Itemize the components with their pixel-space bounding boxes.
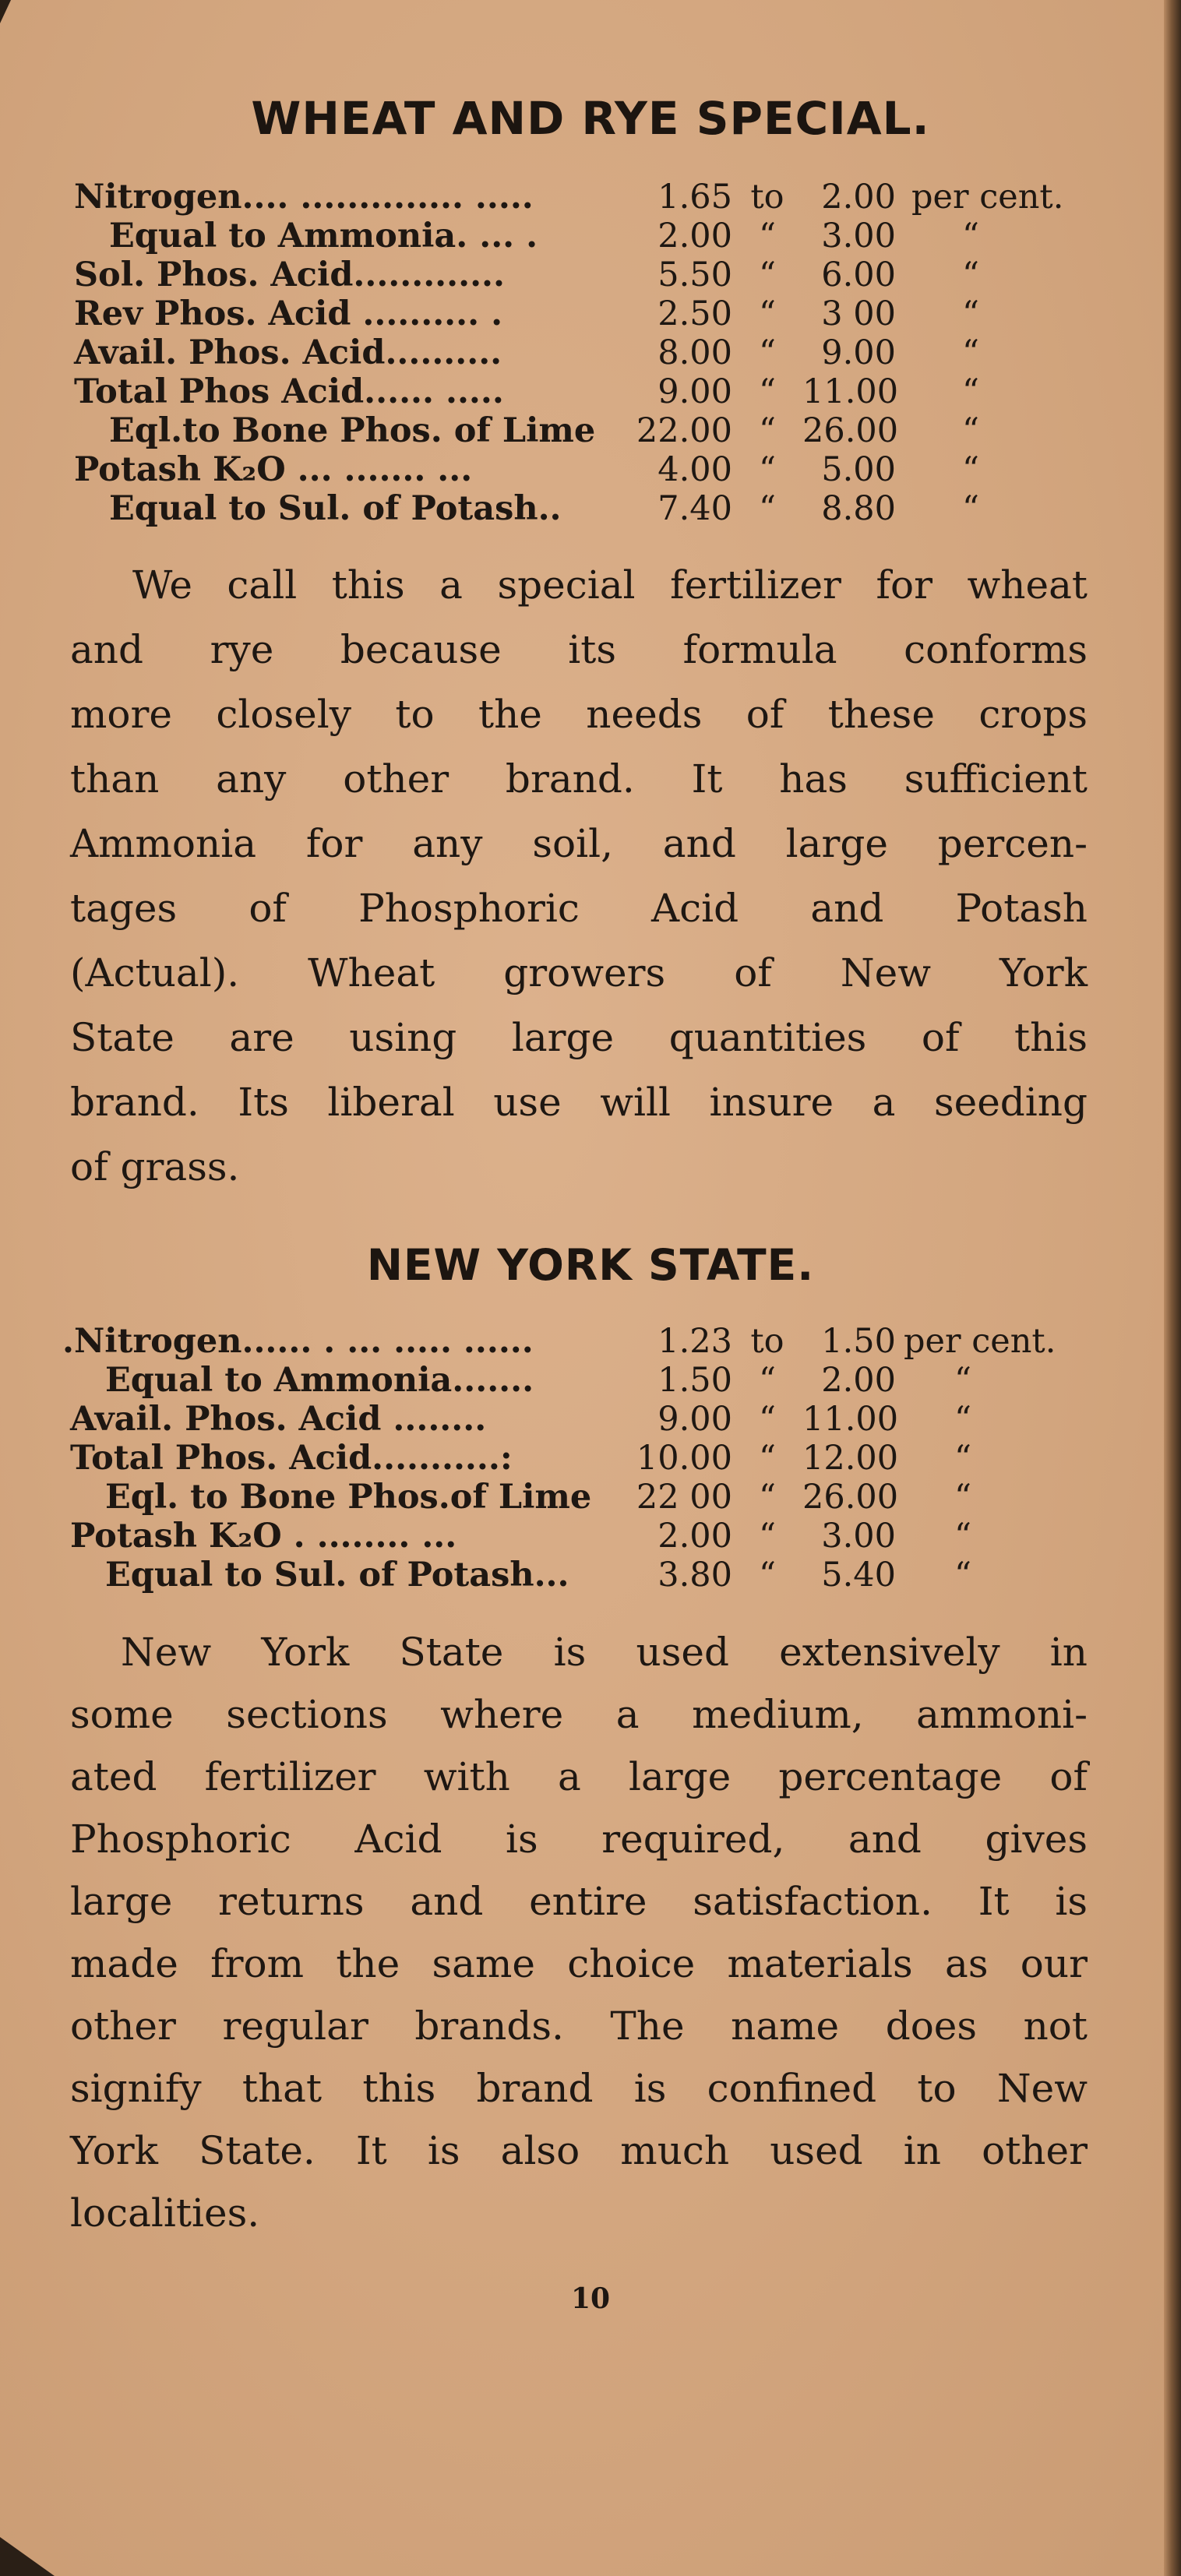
row-range-separator: to <box>750 1322 784 1361</box>
paragraph-line: We call this a special fertilizer for wheat <box>132 562 1088 608</box>
table-row <box>0 1400 1181 1439</box>
row-label: Avail. Phos. Acid ........ <box>70 1400 487 1439</box>
row-max-value: 26.00 <box>802 1478 899 1517</box>
table-row <box>0 178 1181 217</box>
table-row <box>0 372 1181 411</box>
row-unit: “ <box>962 411 979 450</box>
row-range-separator: “ <box>759 1439 776 1478</box>
row-label: Potash K₂O . ........ ... <box>70 1517 457 1556</box>
row-range-separator: “ <box>759 489 776 528</box>
page-corner-shadow <box>0 0 11 23</box>
table-row <box>0 1322 1181 1361</box>
row-min-value: 3.80 <box>657 1556 732 1595</box>
row-range-separator: “ <box>759 1361 776 1400</box>
row-unit: “ <box>962 450 979 489</box>
paragraph-line: large returns and entire satisfaction. It is <box>70 1879 1088 1924</box>
paragraph-line: (Actual). Wheat growers of New York <box>70 950 1088 996</box>
row-min-value: 1.65 <box>657 178 732 217</box>
row-label: Rev Phos. Acid .......... . <box>74 294 503 333</box>
row-label: Avail. Phos. Acid.......... <box>74 333 502 372</box>
row-unit: “ <box>962 294 979 333</box>
row-min-value: 4.00 <box>657 450 732 489</box>
row-min-value: 9.00 <box>657 1400 732 1439</box>
row-label: Nitrogen.... .............. ..... <box>74 178 534 217</box>
row-label: Equal to Ammonia. ... . <box>109 217 538 255</box>
paragraph-line: tages of Phosphoric Acid and Potash <box>70 886 1088 931</box>
row-max-value: 8.80 <box>821 489 896 528</box>
paragraph-line: signify that this brand is confined to New <box>70 2066 1088 2111</box>
row-min-value: 7.40 <box>657 489 732 528</box>
paragraph-line: other regular brands. The name does not <box>70 2003 1088 2049</box>
row-unit: “ <box>954 1400 971 1439</box>
row-max-value: 3 00 <box>821 294 896 333</box>
row-min-value: 1.50 <box>657 1361 732 1400</box>
row-unit: per cent. <box>904 1322 1056 1361</box>
paragraph-line: of grass. <box>70 1144 240 1189</box>
row-range-separator: “ <box>759 1478 776 1517</box>
row-range-separator: “ <box>759 294 776 333</box>
paragraph-line: more closely to the needs of these crops <box>70 692 1088 737</box>
paragraph-line: York State. It is also much used in other <box>70 2128 1088 2173</box>
row-min-value: 9.00 <box>657 372 732 411</box>
row-label: Total Phos Acid...... ..... <box>74 372 504 411</box>
table-row <box>0 217 1181 255</box>
paragraph-line: Phosphoric Acid is required, and gives <box>70 1817 1088 1862</box>
row-unit: “ <box>962 372 979 411</box>
row-label: Eql.to Bone Phos. of Lime <box>109 411 596 450</box>
table-row <box>0 1556 1181 1595</box>
row-max-value: 11.00 <box>802 1400 899 1439</box>
row-unit: “ <box>954 1556 971 1595</box>
table-row <box>0 1439 1181 1478</box>
row-unit: “ <box>962 489 979 528</box>
table-row <box>0 1517 1181 1556</box>
row-max-value: 5.00 <box>821 450 896 489</box>
row-range-separator: “ <box>759 217 776 255</box>
row-label: Equal to Sul. of Potash.. <box>109 489 562 528</box>
paragraph-line: made from the same choice materials as our <box>70 1941 1088 1986</box>
page-number: 10 <box>570 2282 611 2315</box>
paragraph-line: ated fertilizer with a large percentage of <box>70 1754 1088 1799</box>
row-label: Eql. to Bone Phos.of Lime <box>105 1478 592 1517</box>
row-max-value: 12.00 <box>802 1439 899 1478</box>
row-unit: “ <box>962 217 979 255</box>
page-corner-shadow <box>0 2537 55 2576</box>
row-max-value: 26.00 <box>802 411 899 450</box>
row-label: Total Phos. Acid...........: <box>70 1439 513 1478</box>
row-max-value: 3.00 <box>821 217 896 255</box>
row-range-separator: “ <box>759 1517 776 1556</box>
row-label: Potash K₂O ... ....... ... <box>74 450 473 489</box>
row-unit: “ <box>954 1517 971 1556</box>
row-range-separator: “ <box>759 333 776 372</box>
row-unit: “ <box>962 255 979 294</box>
row-min-value: 10.00 <box>636 1439 732 1478</box>
row-min-value: 8.00 <box>657 333 732 372</box>
table-row <box>0 255 1181 294</box>
row-min-value: 1.23 <box>657 1322 732 1361</box>
row-range-separator: to <box>750 178 784 217</box>
row-label: Equal to Sul. of Potash... <box>105 1556 569 1595</box>
table-row <box>0 333 1181 372</box>
row-max-value: 3.00 <box>821 1517 896 1556</box>
paragraph-line: Ammonia for any soil, and large percen- <box>70 821 1088 866</box>
table-row <box>0 411 1181 450</box>
row-min-value: 2.00 <box>657 1517 732 1556</box>
row-range-separator: “ <box>759 450 776 489</box>
row-max-value: 9.00 <box>821 333 896 372</box>
row-max-value: 11.00 <box>802 372 899 411</box>
row-unit: per cent. <box>911 178 1064 217</box>
row-max-value: 2.00 <box>821 178 896 217</box>
row-max-value: 5.40 <box>821 1556 896 1595</box>
table-row <box>0 489 1181 528</box>
wheat-rye-heading: WHEAT AND RYE SPECIAL. <box>251 92 930 145</box>
row-label: Equal to Ammonia....... <box>105 1361 534 1400</box>
table-row <box>0 450 1181 489</box>
paragraph-line: some sections where a medium, ammoni- <box>70 1692 1088 1737</box>
paragraph-line: State are using large quantities of this <box>70 1015 1088 1060</box>
paragraph-line: than any other brand. It has sufficient <box>70 756 1088 802</box>
row-range-separator: “ <box>759 1556 776 1595</box>
row-min-value: 22.00 <box>636 411 732 450</box>
paragraph-line: brand. Its liberal use will insure a seeding <box>70 1080 1088 1125</box>
row-unit: “ <box>954 1361 971 1400</box>
table-row <box>0 1361 1181 1400</box>
table-row <box>0 1478 1181 1517</box>
paragraph-line: and rye because its formula conforms <box>70 627 1088 672</box>
row-min-value: 22 00 <box>636 1478 732 1517</box>
paragraph-line: New York State is used extensively in <box>121 1630 1088 1675</box>
row-unit: “ <box>954 1478 971 1517</box>
row-max-value: 1.50 <box>821 1322 896 1361</box>
paragraph-line: localities. <box>70 2190 260 2236</box>
row-range-separator: “ <box>759 411 776 450</box>
row-unit: “ <box>962 333 979 372</box>
row-label: Sol. Phos. Acid............. <box>74 255 505 294</box>
new-york-state-heading: NEW YORK STATE. <box>366 1240 815 1290</box>
table-row <box>0 294 1181 333</box>
row-range-separator: “ <box>759 255 776 294</box>
row-min-value: 2.00 <box>657 217 732 255</box>
row-max-value: 6.00 <box>821 255 896 294</box>
row-min-value: 2.50 <box>657 294 732 333</box>
row-range-separator: “ <box>759 1400 776 1439</box>
row-min-value: 5.50 <box>657 255 732 294</box>
row-max-value: 2.00 <box>821 1361 896 1400</box>
row-unit: “ <box>954 1439 971 1478</box>
row-label: .Nitrogen...... . ... ..... ...... <box>62 1322 534 1361</box>
row-range-separator: “ <box>759 372 776 411</box>
